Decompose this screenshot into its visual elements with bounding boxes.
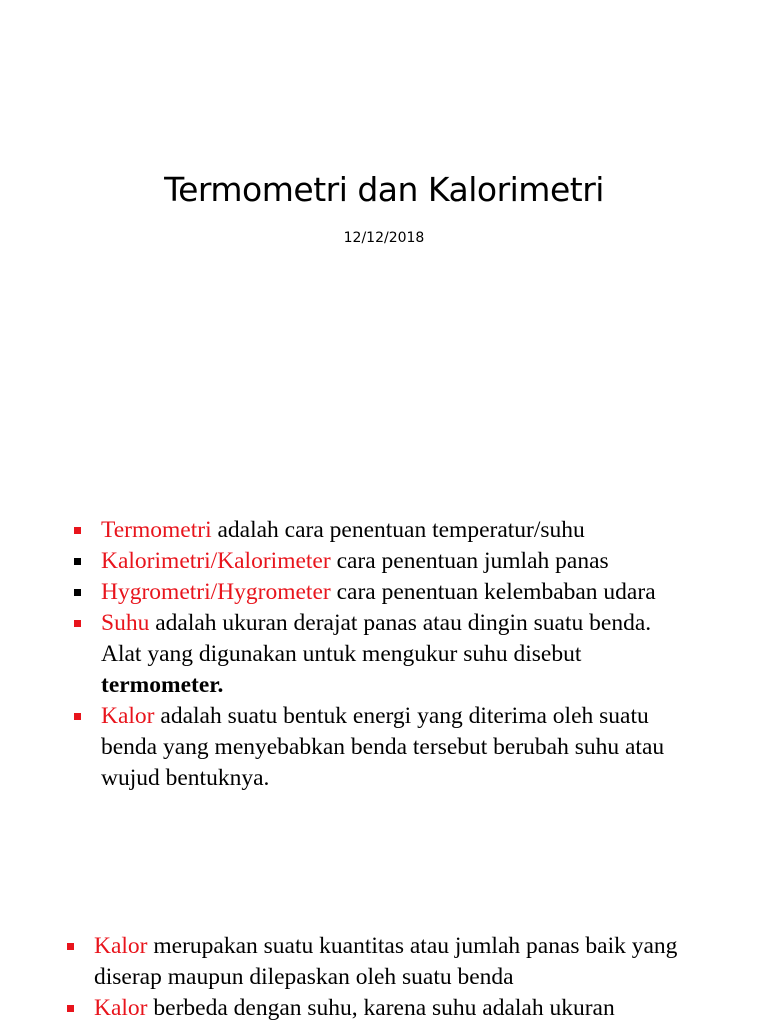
bullet-text: adalah suatu bentuk energi yang diterima oleh suatu benda yang menyebabkan benda tersebut berubah suhu atau wujud bentuknya. <box>101 703 665 791</box>
bullet-text: cara penentuan kelembaban udara <box>330 579 656 605</box>
definitions-slide <box>0 480 768 880</box>
bullet-list <box>0 515 768 794</box>
bullet-list <box>0 931 768 1024</box>
bullet-term: Kalor <box>101 703 155 729</box>
kalor-slide <box>0 880 768 1024</box>
bullet-text: merupakan suatu kuantitas atau jumlah panas baik yang diserap maupun dilepaskan oleh suatu benda <box>94 933 678 990</box>
square-bullet-icon <box>74 558 81 565</box>
bullet-item <box>0 577 681 608</box>
bullet-term: Kalorimetri/Kalorimeter <box>101 548 331 574</box>
bullet-item <box>0 931 684 993</box>
bullet-text: cara penentuan jumlah panas <box>330 548 609 574</box>
bullet-term: Kalor <box>94 933 148 959</box>
square-bullet-icon <box>67 943 74 950</box>
square-bullet-icon <box>74 620 81 627</box>
bullet-item <box>0 546 681 577</box>
bullet-term: Hygrometri/Hygrometer <box>101 579 331 605</box>
bullet-term: Kalor <box>94 995 148 1021</box>
slide-title: Termometri dan Kalorimetri <box>164 170 604 209</box>
bullet-term: Termometri <box>101 517 212 543</box>
title-slide <box>0 0 768 480</box>
bullet-term: Suhu <box>101 610 150 636</box>
bullet-item <box>0 993 684 1024</box>
bullet-item <box>0 701 681 794</box>
bullet-text: adalah cara penentuan temperatur/suhu <box>211 517 585 543</box>
bullet-item <box>0 608 681 701</box>
square-bullet-icon <box>74 527 81 534</box>
bullet-text: berbeda dengan suhu, karena suhu adalah ukuran <box>147 995 615 1021</box>
square-bullet-icon <box>67 1005 74 1012</box>
bullet-text: adalah ukuran derajat panas atau dingin suatu benda. Alat yang digunakan untuk mengukur suhu disebut <box>101 610 652 667</box>
bullet-bold-text: termometer. <box>101 672 224 698</box>
square-bullet-icon <box>74 589 81 596</box>
slide-date: 12/12/2018 <box>343 230 425 246</box>
square-bullet-icon <box>74 713 81 720</box>
bullet-item <box>0 515 681 546</box>
